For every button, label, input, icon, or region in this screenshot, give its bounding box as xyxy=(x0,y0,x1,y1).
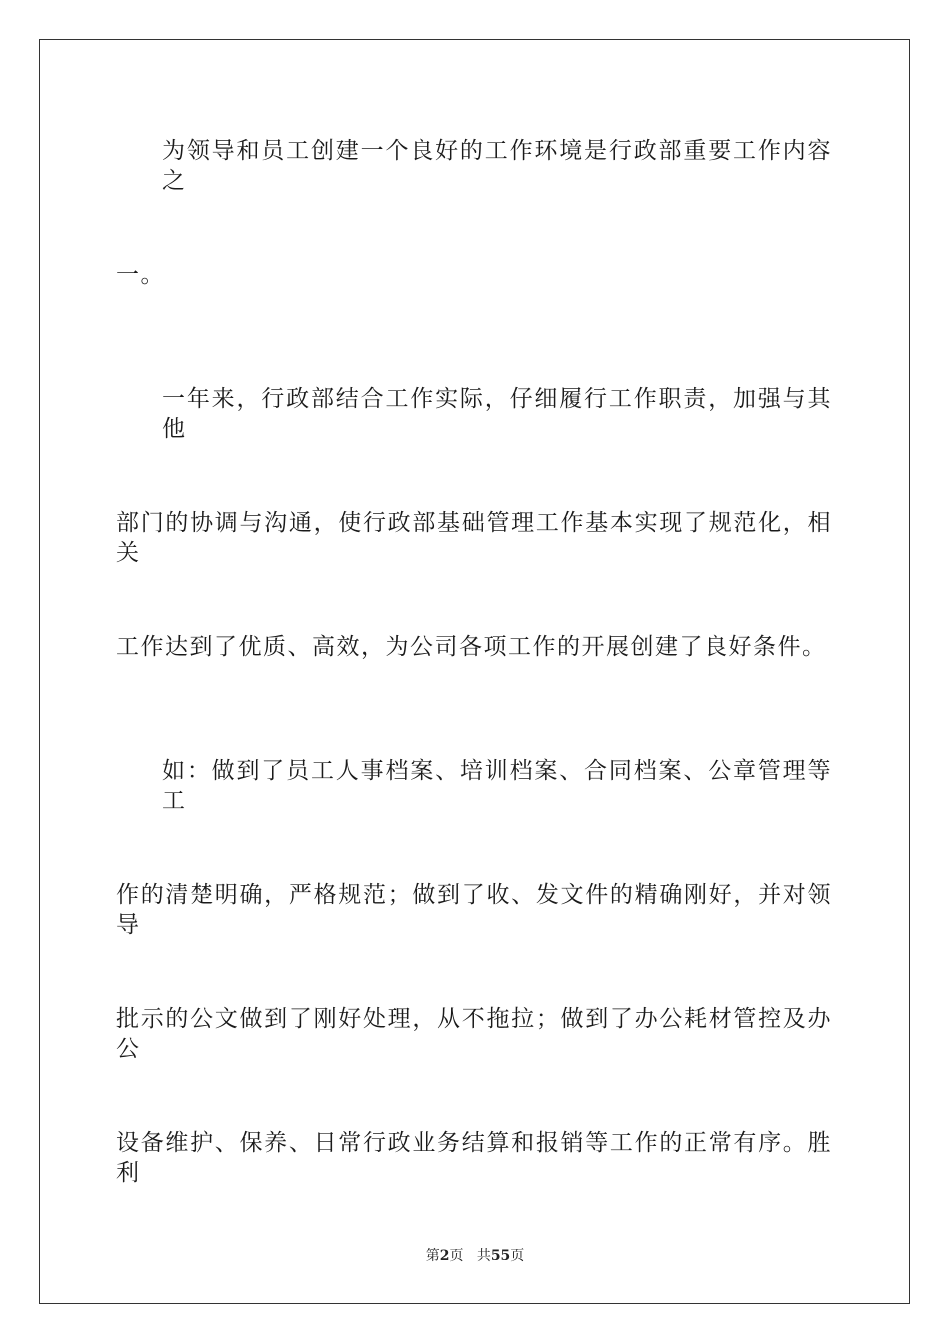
paragraph-2-line-1: 一年来，行政部结合工作实际，仔细履行工作职责，加强与其他 xyxy=(162,386,832,442)
page-footer xyxy=(0,1246,950,1266)
page-suffix: 页 xyxy=(449,1248,464,1264)
total-pages: 55 xyxy=(490,1248,511,1264)
paragraph-3-line-4: 设备维护、保养、日常行政业务结算和报销等工作的正常有序。胜利 xyxy=(116,1130,832,1186)
total-suffix: 页 xyxy=(510,1248,525,1264)
page-prefix: 第 xyxy=(425,1248,440,1264)
paragraph-3-line-3: 批示的公文做到了刚好处理，从不拖拉；做到了办公耗材管控及办公 xyxy=(116,1006,832,1062)
paragraph-2-line-3: 工作达到了优质、高效，为公司各项工作的开展创建了良好条件。 xyxy=(116,634,827,660)
paragraph-3-line-1: 如：做到了员工人事档案、培训档案、合同档案、公章管理等工 xyxy=(162,758,832,814)
page-number: 2 xyxy=(439,1248,450,1264)
paragraph-2-line-2: 部门的协调与沟通，使行政部基础管理工作基本实现了规范化，相关 xyxy=(116,510,832,566)
paragraph-1-line-1: 为领导和员工创建一个良好的工作环境是行政部重要工作内容之 xyxy=(162,138,832,194)
paragraph-1-line-2: 一。 xyxy=(116,262,165,288)
total-prefix: 共 xyxy=(476,1248,491,1264)
page-border xyxy=(39,39,910,1304)
paragraph-3-line-2: 作的清楚明确，严格规范；做到了收、发文件的精确刚好，并对领导 xyxy=(116,882,832,938)
